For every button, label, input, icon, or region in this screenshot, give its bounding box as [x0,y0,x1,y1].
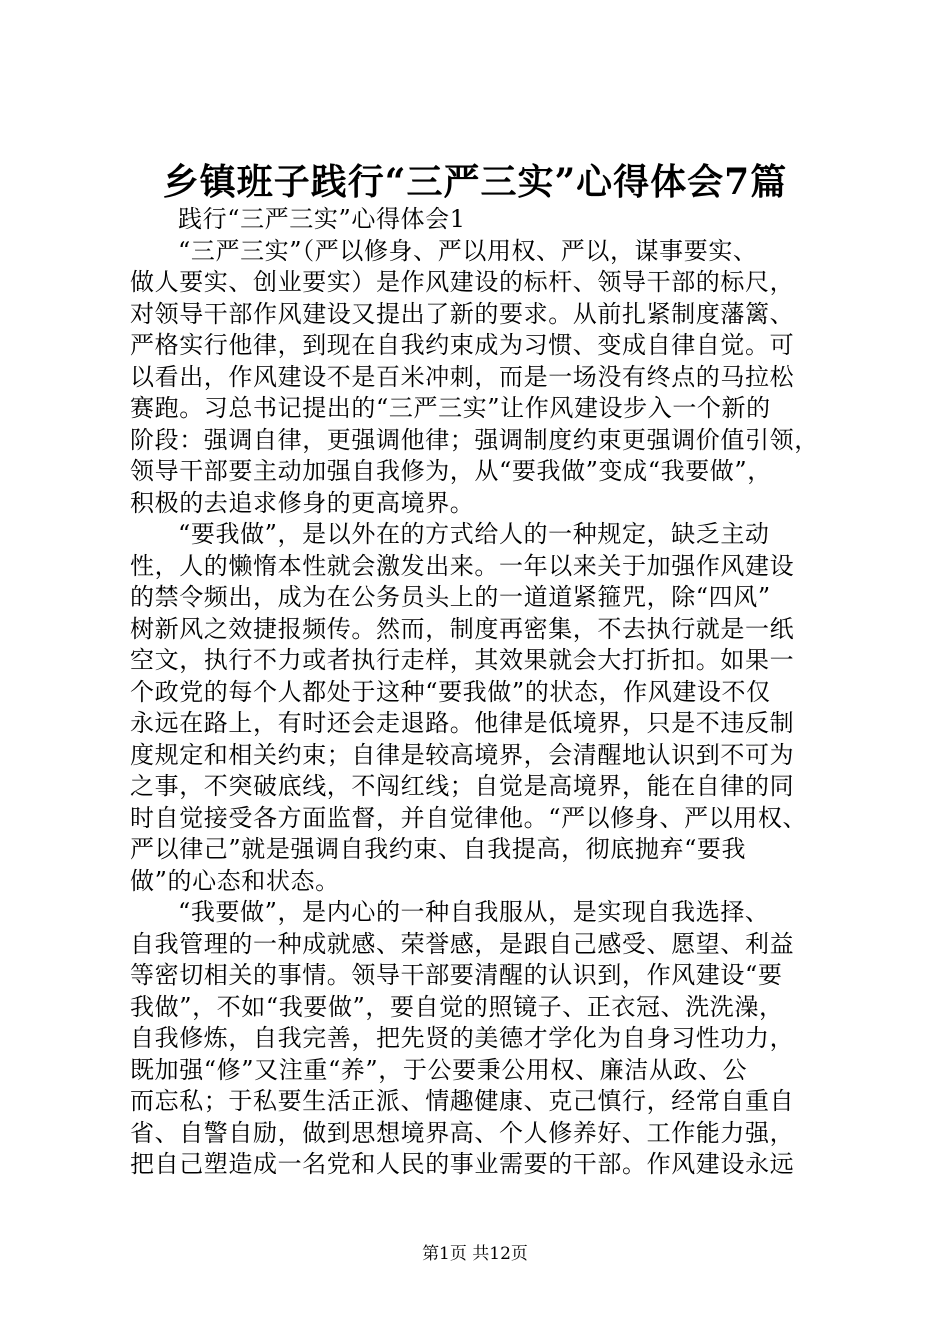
text-line: 省、自警自励，做到思想境界高、个人修养好、工作能力强， [130,1118,795,1147]
text-line: 空文，执行不力或者执行走样，其效果就会大打折扣。如果一 [130,646,795,674]
text-line: 等密切相关的事情。领导干部要清醒的认识到，作风建设“要 [130,961,783,989]
text-line: 积极的去追求修身的更高境界。 [130,488,475,517]
text-line: 我做”，不如“我要做”，要自觉的照镜子、正衣冠、洗洗澡， [130,992,784,1021]
text-line: 树新风之效捷报频传。然而，制度再密集，不去执行就是一纸 [130,614,795,643]
text-line: 把自己塑造成一名党和人民的事业需要的干部。作风建设永远 [130,1150,795,1178]
text-line: 既加强“修”又注重“养”，于公要秉公用权、廉洁从政、公 [130,1055,748,1084]
text-line: 践行“三严三实”心得体会1 [178,205,466,233]
page-footer: 第1页 共12页 [422,1244,528,1264]
document-title: 乡镇班子践行“三严三实”心得体会7篇 [162,161,788,203]
text-line: 对领导干部作风建设又提出了新的要求。从前扎紧制度藩篱、 [130,299,795,328]
text-line: “三严三实”（严以修身、严以用权、严以，谋事要实、 [178,236,758,265]
text-line: 时自觉接受各方面监督，并自觉律他。“严以修身、严以用权、 [130,803,808,832]
text-line: 严以律己”就是强调自我约束、自我提高，彻底抛弃“要我 [130,835,747,863]
text-line: 个政党的每个人都处于这种“要我做”的状态，作风建设不仅 [130,677,771,706]
text-line: 严格实行他律，到现在自我约束成为习惯、变成自律自觉。可 [130,331,795,359]
text-line: 而忘私；于私要生活正派、情趣健康、克己慎行，经常自重自 [130,1087,795,1115]
text-line: 永远在路上，有时还会走退路。他律是低境界，只是不违反制 [130,709,795,737]
text-line: 之事，不突破底线，不闯红线；自觉是高境界，能在自律的同 [130,772,795,800]
text-line: 自我修炼，自我完善，把先贤的美德才学化为自身习性功力， [130,1024,795,1052]
document-body [130,204,830,1181]
text-line: 做人要实、创业要实）是作风建设的标杆、领导干部的标尺， [130,268,795,296]
text-line: 领导干部要主动加强自我修为，从“要我做”变成“我要做”， [130,457,772,485]
text-line: 赛跑。习总书记提出的“三严三实”让作风建设步入一个新的 [130,394,771,422]
text-line: “要我做”，是以外在的方式给人的一种规定，缺乏主动 [178,520,770,548]
text-line: 性，人的懒惰本性就会激发出来。一年以来关于加强作风建设 [130,551,795,580]
text-line: 做”的心态和状态。 [130,866,340,895]
text-line: 度规定和相关约束；自律是较高境界，会清醒地认识到不可为 [130,740,795,769]
text-line: 阶段：强调自律，更强调他律；强调制度约束更强调价值引领， [130,425,819,454]
text-line: “我要做”，是内心的一种自我服从，是实现自我选择、 [178,898,770,926]
text-line: 自我管理的一种成就感、荣誉感，是跟自己感受、愿望、利益 [130,929,795,958]
text-line: 以看出，作风建设不是百米冲刺，而是一场没有终点的马拉松 [130,362,795,391]
text-line: 的禁令频出，成为在公务员头上的一道道紧箍咒，除“四风” [130,583,771,611]
